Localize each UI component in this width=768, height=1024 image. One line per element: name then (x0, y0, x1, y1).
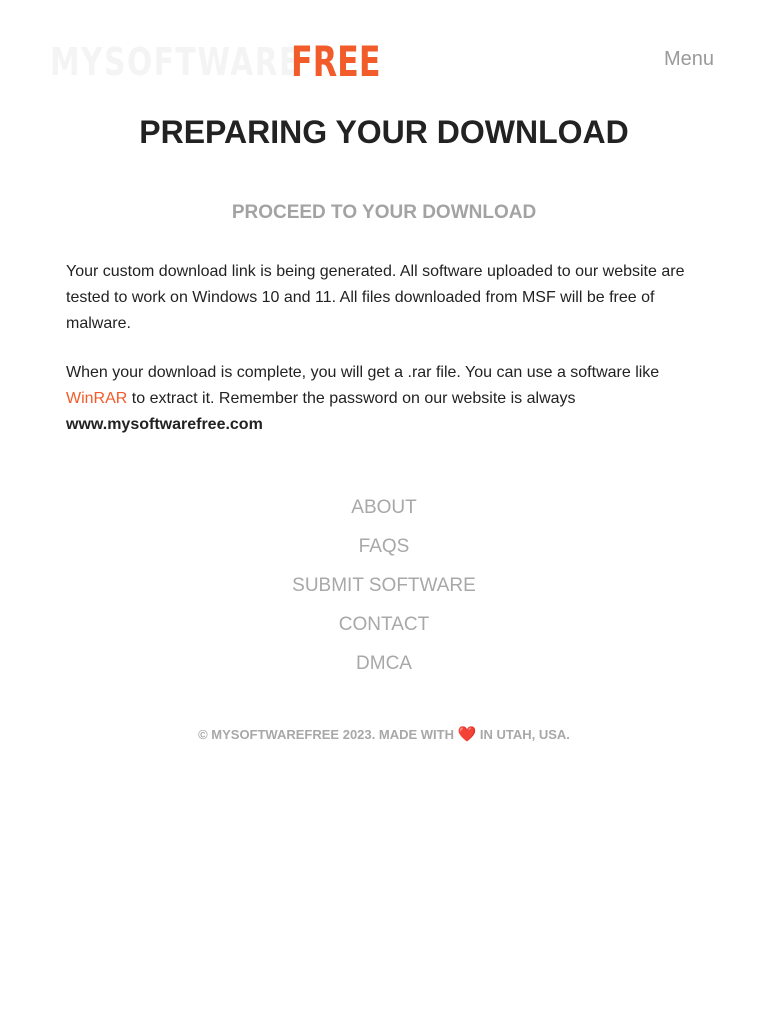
copyright-text-end: IN UTAH, USA. (476, 727, 570, 742)
footer-nav (0, 495, 768, 690)
password-text: www.mysoftwarefree.com (66, 416, 263, 433)
footer-link-about[interactable]: ABOUT (351, 497, 417, 518)
page-title: PREPARING YOUR DOWNLOAD (139, 114, 629, 150)
instructions-text-end: to extract it. Remember the password on our website is always (127, 390, 576, 407)
site-logo[interactable] (50, 37, 381, 86)
copyright-text-start: © MYSOFTWAREFREE 2023. MADE WITH (198, 727, 458, 742)
instructions-text-start: When your download is complete, you will get a .rar file. You can use a software like (66, 364, 660, 381)
winrar-link[interactable]: WinRAR (66, 390, 128, 407)
header (0, 0, 768, 100)
footer-link-dmca[interactable]: DMCA (356, 653, 412, 674)
footer-link-contact[interactable]: CONTACT (338, 614, 430, 635)
footer-link-faqs[interactable]: FAQS (358, 536, 410, 557)
instructions-paragraph (66, 360, 706, 438)
footer-link-submit-software[interactable]: SUBMIT SOFTWARE (292, 575, 476, 596)
logo-text-my: MYSOFTWARE (50, 40, 301, 84)
proceed-download-link[interactable]: PROCEED TO YOUR DOWNLOAD (231, 202, 537, 223)
info-paragraph: Your custom download link is being generated. All software uploaded to our website are tested to work on Windows 10 and 11. All files downloaded from MSF will be free of malware. (66, 263, 685, 332)
logo-text-free: FREE (291, 37, 381, 86)
content-body (66, 259, 706, 461)
heart-icon: ❤️ (457, 726, 477, 743)
copyright (0, 725, 768, 743)
menu-button[interactable]: Menu (663, 48, 714, 70)
